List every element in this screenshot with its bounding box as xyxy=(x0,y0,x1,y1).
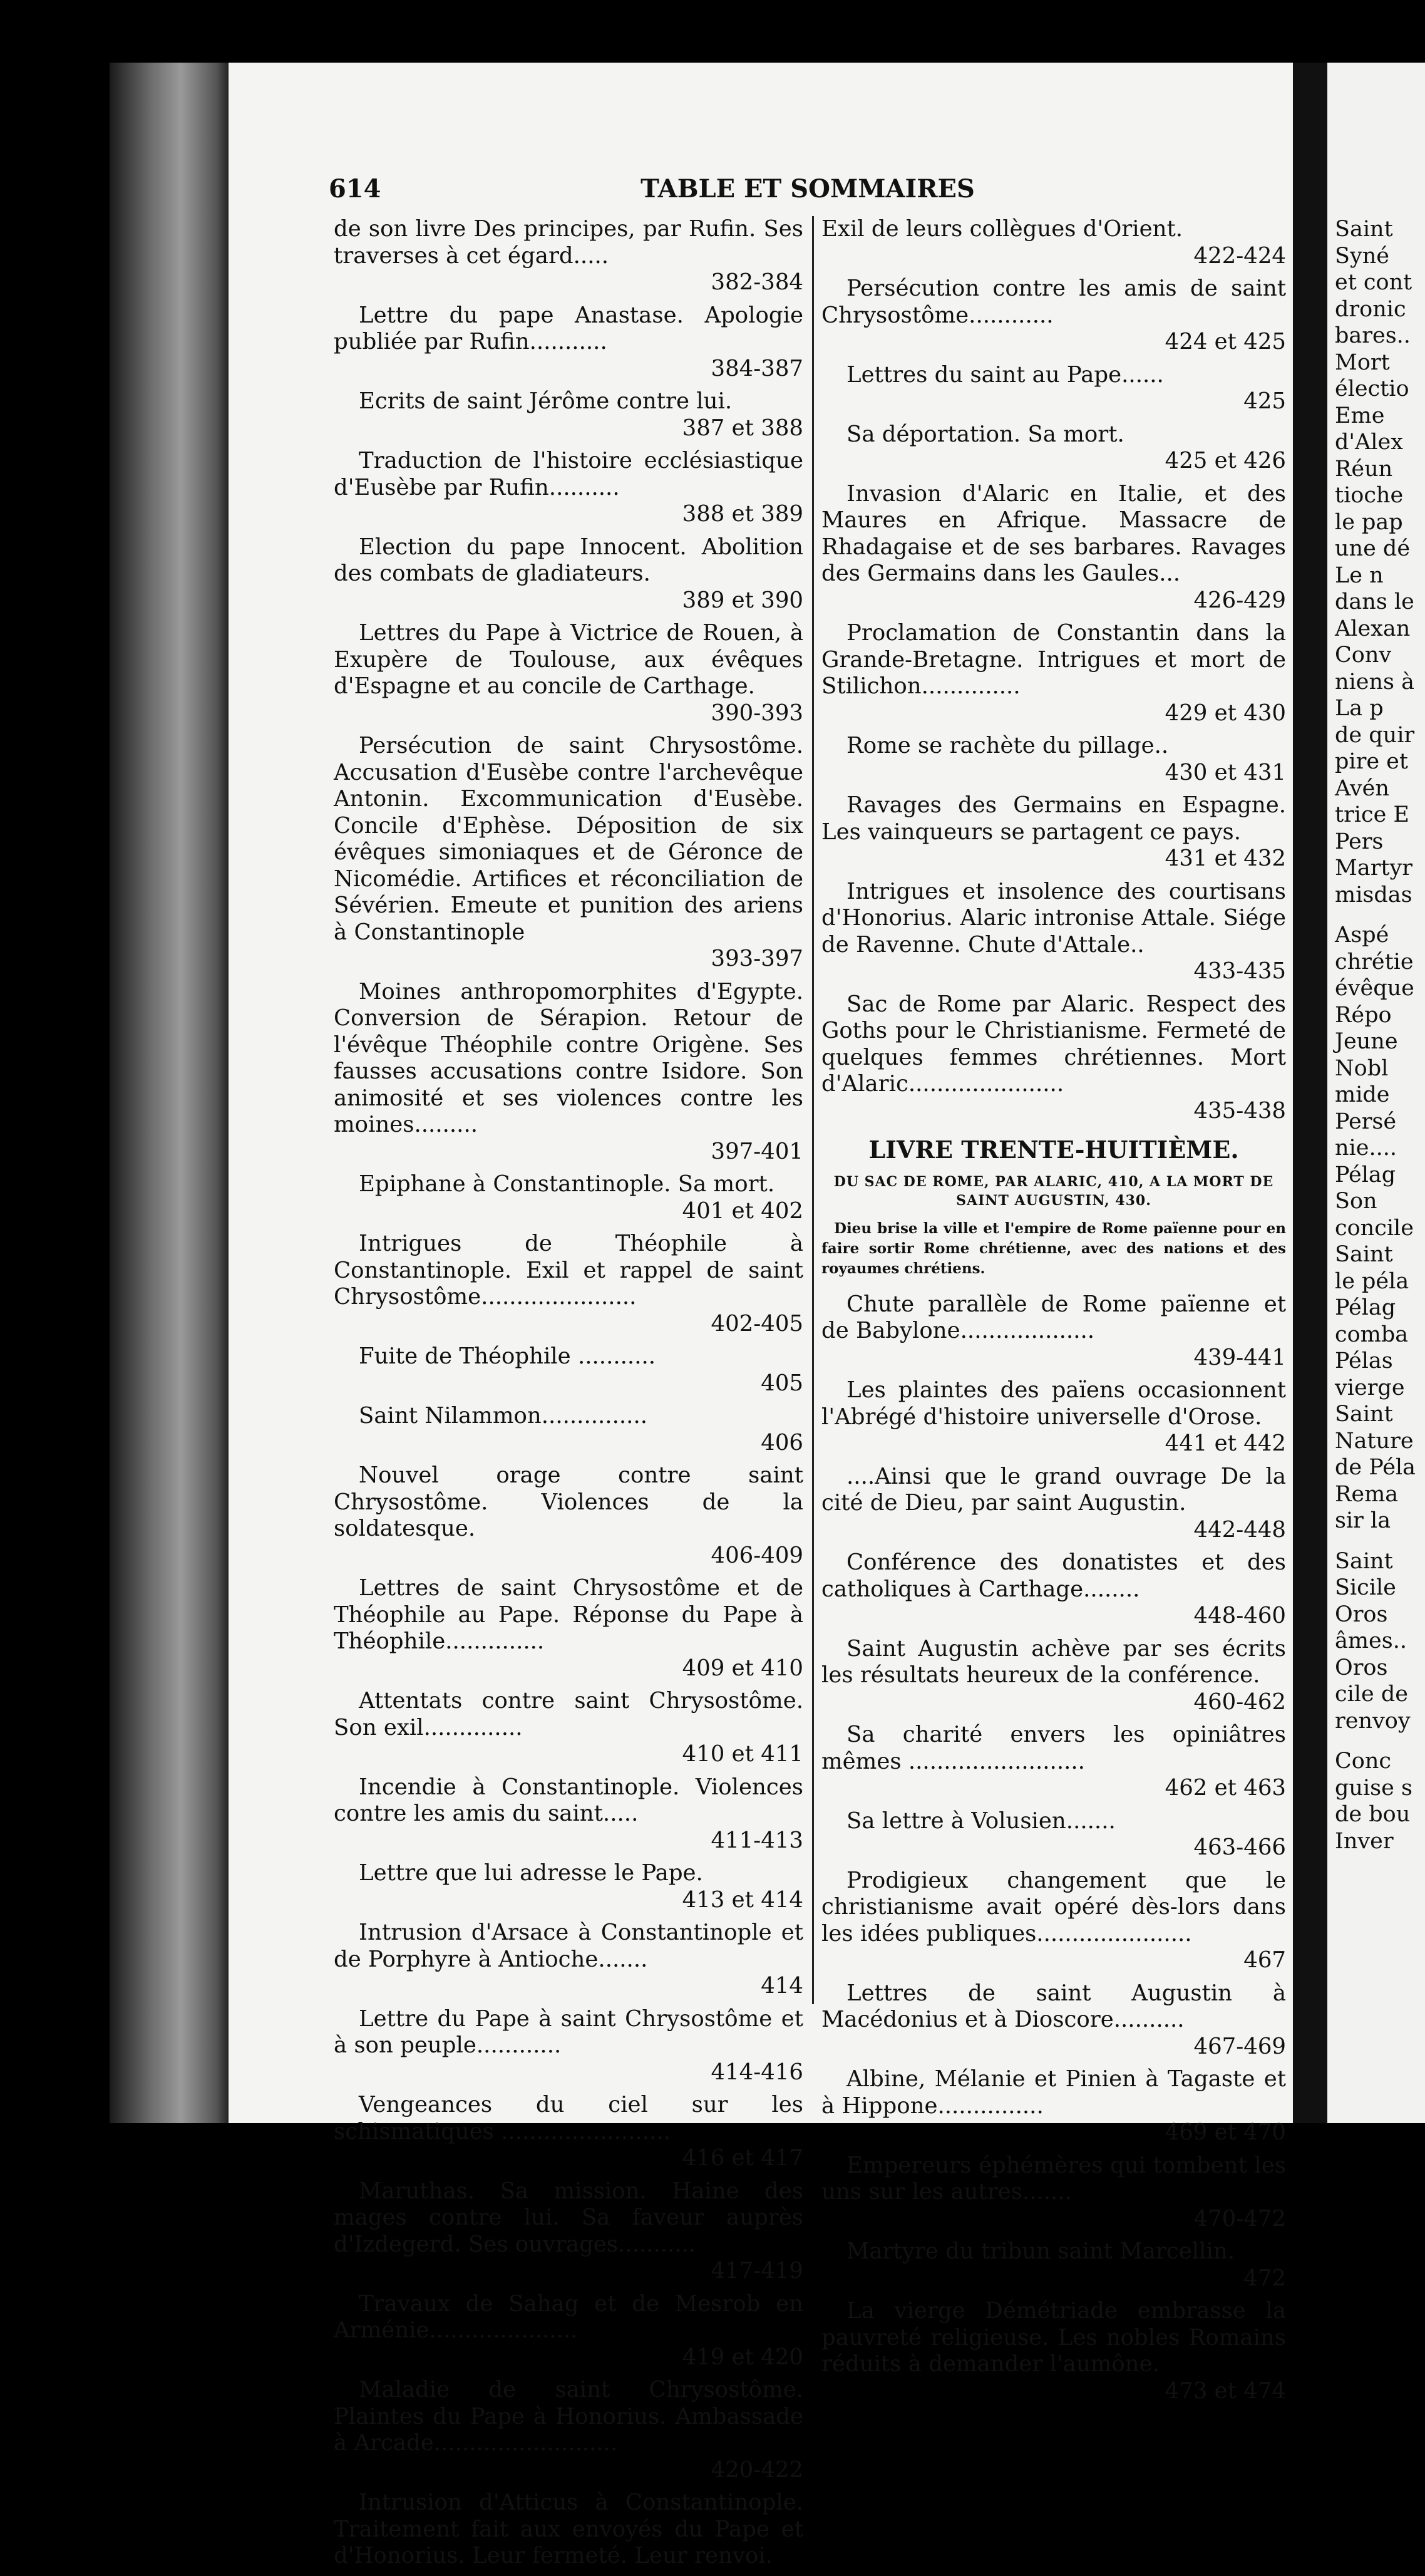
next-page-fragment xyxy=(1335,1734,1416,1748)
toc-entry xyxy=(821,879,1286,985)
toc-entry xyxy=(334,1403,803,1456)
next-page-fragment: Réun xyxy=(1335,456,1393,482)
next-page-fragment: Rema xyxy=(1335,1481,1399,1507)
entry-text: Fuite de Théophile ........... xyxy=(359,1343,656,1369)
right-column-entries xyxy=(821,216,1286,1124)
entry-pages: 406 xyxy=(761,1429,803,1456)
entry-pages: 473 et 474 xyxy=(1165,2377,1286,2404)
next-page-fragment xyxy=(1335,908,1416,922)
next-page-fragment: Pélag xyxy=(1335,1295,1396,1320)
toc-entry xyxy=(334,303,803,383)
entry-pages: 417-419 xyxy=(711,2258,803,2284)
page-title: TABLE ET SOMMAIRES xyxy=(640,174,975,204)
entry-pages: 463-466 xyxy=(1193,1834,1286,1860)
entry-text: Sa charité envers les opiniâtres mêmes ......................... xyxy=(821,1722,1286,1774)
book-spine xyxy=(110,63,229,2123)
entry-text: Sa déportation. Sa mort. xyxy=(846,421,1124,447)
entry-text: Maruthas. Sa mission. Haine des mages contre lui. Sa faveur auprès d'Izdegerd. Ses ouvrages........... xyxy=(334,2178,803,2257)
entry-text: Prodigieux changement que le christianisme avait opéré dès-lors dans les idées publiques...................... xyxy=(821,1867,1286,1947)
entry-text: Rome se rachète du pillage.. xyxy=(846,733,1169,758)
next-page-fragment: le péla xyxy=(1335,1268,1409,1294)
entry-pages: 448-460 xyxy=(1193,1603,1286,1628)
toc-entry xyxy=(821,1377,1286,1457)
entry-pages: 426-429 xyxy=(1193,587,1286,613)
toc-entry xyxy=(821,733,1286,786)
entry-text: Epiphane à Constantinople. Sa mort. xyxy=(359,1171,775,1197)
entry-pages: 424 et 425 xyxy=(1165,329,1286,354)
next-page-fragment xyxy=(1335,1534,1416,1548)
toc-entry xyxy=(821,1980,1286,2061)
toc-entry xyxy=(821,991,1286,1125)
entry-text: Exil de leurs collègues d'Orient. xyxy=(821,216,1183,242)
next-page-fragment: Son xyxy=(1335,1189,1377,1214)
right-column xyxy=(821,216,1286,2411)
next-page-fragment: une dé xyxy=(1335,536,1411,561)
entry-pages: 467-469 xyxy=(1193,2033,1286,2059)
entry-pages: 460-462 xyxy=(1193,1689,1286,1715)
entry-pages: 405 xyxy=(761,1370,803,1396)
toc-entry xyxy=(334,1688,803,1768)
next-page-fragment: sir la xyxy=(1335,1508,1391,1533)
toc-entry xyxy=(334,1575,803,1682)
book-subtitle: DU SAC DE ROME, PAR ALARIC, 410, A LA MORT DE SAINT AUGUSTIN, 430. xyxy=(833,1173,1274,1209)
entry-text: Ravages des Germains en Espagne. Les vainqueurs se partagent ce pays. xyxy=(821,792,1286,845)
next-page-fragment: Inver xyxy=(1335,1828,1394,1854)
entry-text: Lettre que lui adresse le Pape. xyxy=(359,1860,703,1886)
entry-text: Lettres du Pape à Victrice de Rouen, à Exupère de Toulouse, aux évêques d'Espagne et au concile de Carthage. xyxy=(334,620,803,699)
entry-text: Persécution contre les amis de saint Chrysostôme............ xyxy=(821,276,1286,328)
entry-text: Ecrits de saint Jérôme contre lui. xyxy=(359,388,733,414)
next-page-fragment: Mort xyxy=(1335,349,1390,375)
next-page-fragment: Alexan xyxy=(1335,616,1411,641)
entry-text: Traduction de l'histoire ecclésiastique d'Eusèbe par Rufin.......... xyxy=(334,448,803,500)
next-page-fragment: d'Alex xyxy=(1335,430,1403,455)
entry-pages: 429 et 430 xyxy=(1165,700,1286,726)
entry-pages: 431 et 432 xyxy=(1165,846,1286,871)
entry-text: Intrigues de Théophile à Constantinople. Exil et rappel de saint Chrysostôme...................... xyxy=(334,1231,803,1310)
entry-pages: 419 et 420 xyxy=(682,2344,803,2370)
next-page-fragment: âmes.. xyxy=(1335,1628,1407,1653)
toc-entry xyxy=(821,2298,1286,2404)
entry-text: Chute parallèle de Rome païenne et de Babylone................... xyxy=(821,1291,1286,1343)
entry-pages: 390-393 xyxy=(711,700,803,726)
entry-pages: 472 xyxy=(1243,2265,1286,2291)
entry-text: Lettre du pape Anastase. Apologie publiée par Rufin........... xyxy=(334,302,803,354)
toc-entry xyxy=(334,979,803,1166)
entry-text: Vengeances du ciel sur les schismatiques ........................ xyxy=(334,2092,803,2144)
column-rule xyxy=(812,216,814,2004)
entry-text: Moines anthropomorphites d'Egypte. Conversion de Sérapion. Retour de l'évêque Théophile contre Origène. Ses fausses accusations contre Isidore. Son animosité et ses violences contre les moines......... xyxy=(334,978,803,1137)
entry-pages: 425 xyxy=(1243,388,1286,414)
next-page-fragment: mide xyxy=(1335,1082,1390,1107)
toc-entry xyxy=(821,1464,1286,1544)
toc-entry xyxy=(334,2006,803,2086)
entry-text: Martyre du tribun saint Marcellin. xyxy=(846,2238,1235,2264)
toc-entry xyxy=(821,1808,1286,1861)
next-page-fragment: Oros xyxy=(1335,1601,1388,1627)
next-page-fragment: renvoy xyxy=(1335,1708,1411,1734)
next-page-fragment: guise s xyxy=(1335,1775,1412,1801)
entry-text: Les plaintes des païens occasionnent l'Abrégé d'histoire universelle d'Orose. xyxy=(821,1377,1286,1430)
toc-entry xyxy=(821,1549,1286,1630)
next-page-fragment: Pélag xyxy=(1335,1162,1396,1187)
entry-pages: 389 et 390 xyxy=(682,587,803,613)
entry-text: La vierge Démétriade embrasse la pauvreté religieuse. Les nobles Romains réduits à demander l'aumône. xyxy=(821,2298,1286,2377)
book-heading: LIVRE TRENTE-HUITIÈME. xyxy=(868,1135,1239,1164)
next-page-fragment: cile de xyxy=(1335,1682,1408,1707)
entry-pages: 425 et 426 xyxy=(1165,448,1286,473)
right-column-entries-after xyxy=(821,1291,1286,2405)
entry-text: Lettre du Pape à saint Chrysostôme et à son peuple............ xyxy=(334,2005,803,2058)
toc-entry xyxy=(334,216,803,296)
entry-pages: 435-438 xyxy=(1193,1097,1286,1124)
toc-entry xyxy=(334,534,803,614)
toc-entry xyxy=(334,388,803,442)
entry-text: Lettres de saint Augustin à Macédonius et à Dioscore.......... xyxy=(821,1980,1286,2032)
entry-text: Intrigues et insolence des courtisans d'Honorius. Alaric intronise Attale. Siége de Ravenne. Chute d'Attale.. xyxy=(821,878,1286,958)
next-page-fragment: électio xyxy=(1335,376,1409,401)
entry-pages: 402-405 xyxy=(711,1310,803,1337)
next-page-fragments xyxy=(1327,216,1416,1854)
entry-text: de son livre Des principes, par Rufin. Ses traverses à cet égard..... xyxy=(334,216,803,269)
toc-entry xyxy=(821,481,1286,614)
entry-text: Persécution de saint Chrysostôme. Accusation d'Eusèbe contre l'archevêque Antonin. Excommunication d'Eusèbe. Concile d'Ephèse. Déposition de six évêques simoniaques et de Géronce de Nicomédie. Artifices et réconciliation de Sévérien. Emeute et punition des ariens à Constantinople xyxy=(334,733,803,945)
toc-entry xyxy=(334,1774,803,1854)
next-page-fragment: misdas xyxy=(1335,882,1412,908)
next-page-fragment: de quir xyxy=(1335,722,1415,748)
entry-text: Empereurs éphémères qui tombent les uns sur les autres....... xyxy=(821,2152,1286,2205)
entry-text: Election du pape Innocent. Abolition des combats de gladiateurs. xyxy=(334,534,803,586)
entry-pages: 469 et 470 xyxy=(1165,2119,1286,2145)
toc-entry xyxy=(821,2066,1286,2146)
next-page-fragment: bares.. xyxy=(1335,323,1411,348)
next-page-fragment: Répo xyxy=(1335,1002,1392,1028)
next-page-fragment: et cont xyxy=(1335,270,1412,295)
toc-entry xyxy=(334,2178,803,2285)
toc-entry xyxy=(334,1343,803,1397)
toc-entry xyxy=(334,1171,803,1224)
entry-pages: 393-397 xyxy=(711,946,803,971)
toc-entry xyxy=(334,2377,803,2483)
entry-pages: 422-424 xyxy=(1193,242,1286,269)
next-page-fragment: Pélas xyxy=(1335,1348,1393,1373)
entry-text: Travaux de Sahag et de Mesrob en Arménie..................... xyxy=(334,2290,803,2343)
entry-text: Lettres du saint au Pape...... xyxy=(846,361,1164,388)
toc-entry xyxy=(334,2291,803,2371)
next-page-fragment: dans le xyxy=(1335,589,1414,614)
next-page-fragment: chrétie xyxy=(1335,949,1414,975)
next-page-fragment: Conc xyxy=(1335,1749,1391,1774)
next-page-fragment: évêque xyxy=(1335,976,1414,1001)
toc-entry xyxy=(334,733,803,973)
entry-pages: 439-441 xyxy=(1193,1344,1286,1370)
next-page-fragment: de bou xyxy=(1335,1802,1411,1827)
next-page-fragment: Jeune xyxy=(1335,1029,1398,1054)
entry-text: Intrusion d'Atticus à Constantinople. Traitement fait aux envoyés du Pape et d'Honorius. Leur fermeté. Leur renvoi. xyxy=(334,2490,803,2568)
entry-text: Sac de Rome par Alaric. Respect des Goths pour le Christianisme. Fermeté de quelques femmes chrétiennes. Mort d'Alaric...................... xyxy=(821,991,1286,1097)
next-page-fragment: Nobl xyxy=(1335,1055,1389,1081)
toc-entry xyxy=(334,620,803,727)
next-page-fragment: le pap xyxy=(1335,509,1403,535)
next-page-fragment: Saint xyxy=(1335,217,1393,242)
entry-pages: 388 et 389 xyxy=(682,501,803,527)
page-gutter xyxy=(1293,63,1327,2123)
toc-entry xyxy=(334,448,803,528)
toc-entry xyxy=(821,2238,1286,2292)
toc-entry xyxy=(334,2490,803,2570)
toc-entry xyxy=(334,1860,803,1913)
next-page-fragment: Conv xyxy=(1335,643,1392,668)
entry-pages: 462 et 463 xyxy=(1165,1775,1286,1801)
entry-text: Incendie à Constantinople. Violences contre les amis du saint..... xyxy=(334,1774,803,1826)
toc-entry xyxy=(821,792,1286,872)
entry-pages: 414-416 xyxy=(711,2059,803,2085)
entry-pages: 430 et 431 xyxy=(1165,759,1286,785)
toc-entry xyxy=(821,1722,1286,1802)
next-page-fragment: Saint xyxy=(1335,1548,1393,1574)
entry-pages: 397-401 xyxy=(711,1138,803,1164)
toc-entry xyxy=(821,1291,1286,1372)
left-column xyxy=(334,216,803,2576)
entry-text: Attentats contre saint Chrysostôme. Son exil.............. xyxy=(334,1688,803,1741)
toc-entry xyxy=(821,276,1286,356)
next-page-fragment: niens à xyxy=(1335,669,1414,695)
entry-pages: 442-448 xyxy=(1193,1516,1286,1543)
book-summary: Dieu brise la ville et l'empire de Rome païenne pour en faire sortir Rome chrétienne, avec des nations et des royaumes chrétiens. xyxy=(821,1219,1286,1277)
toc-entry xyxy=(334,1462,803,1569)
toc-entry xyxy=(821,620,1286,727)
entry-pages: 382-384 xyxy=(711,269,803,295)
entry-pages: 410 et 411 xyxy=(682,1741,803,1767)
entry-pages: 413 et 414 xyxy=(682,1886,803,1913)
next-page-fragment: pire et xyxy=(1335,749,1408,774)
entry-text: ....Ainsi que le grand ouvrage De la cité de Dieu, par saint Augustin. xyxy=(821,1463,1286,1516)
toc-entry xyxy=(334,1920,803,2000)
entry-text: Sa lettre à Volusien....... xyxy=(846,1808,1116,1834)
entry-text: Intrusion d'Arsace à Constantinople et de Porphyre à Antioche....... xyxy=(334,1920,803,1972)
next-page-fragment: tioche xyxy=(1335,483,1404,508)
next-page-fragment: Saint xyxy=(1335,1402,1393,1427)
entry-text: Conférence des donatistes et des catholiques à Carthage........ xyxy=(821,1549,1286,1602)
next-page-fragment: Syné xyxy=(1335,243,1390,269)
toc-entry xyxy=(821,216,1286,269)
next-page-fragment: La p xyxy=(1335,696,1384,721)
entry-text: Invasion d'Alaric en Italie, et des Maures en Afrique. Massacre de Rhadagaise et de ses barbares. Ravages des Germains dans les Gaules... xyxy=(821,480,1286,586)
entry-pages: 401 et 402 xyxy=(682,1197,803,1224)
entry-text: Saint Augustin achève par ses écrits les résultats heureux de la conférence. xyxy=(821,1635,1286,1688)
entry-pages: 416 et 417 xyxy=(682,2145,803,2171)
entry-text: Nouvel orage contre saint Chrysostôme. Violences de la soldatesque. xyxy=(334,1462,803,1541)
next-page-fragment: Pers xyxy=(1335,829,1384,854)
next-page-fragment: nie.... xyxy=(1335,1135,1397,1161)
next-page-fragment: Aspé xyxy=(1335,923,1389,948)
entry-pages: 411-413 xyxy=(711,1827,803,1853)
entry-pages: 420-422 xyxy=(711,2456,803,2483)
next-page-fragment: de Péla xyxy=(1335,1455,1416,1480)
entry-pages: 433-435 xyxy=(1193,958,1286,984)
entry-text: Saint Nilammon............... xyxy=(359,1403,648,1429)
entry-text: Lettres de saint Chrysostôme et de Théophile au Pape. Réponse du Pape à Théophile.............. xyxy=(334,1575,803,1654)
toc-entry xyxy=(334,1231,803,1337)
toc-entry xyxy=(334,2092,803,2172)
next-page-fragment: vierge xyxy=(1335,1375,1405,1400)
toc-entry xyxy=(821,1636,1286,1716)
toc-entry xyxy=(821,362,1286,415)
next-page-fragment: Sicile xyxy=(1335,1575,1396,1600)
entry-pages: 467 xyxy=(1243,1947,1286,1973)
next-page-fragment: Eme xyxy=(1335,403,1385,428)
next-page-fragment: Avén xyxy=(1335,775,1389,801)
next-page-fragment: dronic xyxy=(1335,296,1406,322)
entry-pages: 409 et 410 xyxy=(682,1655,803,1681)
next-page-fragment: trice E xyxy=(1335,802,1409,827)
next-page-fragment: Martyr xyxy=(1335,856,1413,881)
entry-pages: 441 et 442 xyxy=(1165,1430,1286,1456)
toc-entry xyxy=(821,422,1286,475)
next-page-fragment: comba xyxy=(1335,1322,1409,1347)
entry-pages: 384-387 xyxy=(711,355,803,381)
entry-text: Proclamation de Constantin dans la Grande-Bretagne. Intrigues et mort de Stilichon.............. xyxy=(821,620,1286,699)
next-page-fragment: Oros xyxy=(1335,1655,1388,1680)
entry-text: Albine, Mélanie et Pinien à Tagaste et à Hippone............... xyxy=(821,2066,1286,2119)
entry-text: Maladie de saint Chrysostôme. Plaintes du Pape à Honorius. Ambassade à Arcade.......................... xyxy=(334,2377,803,2456)
page-number: 614 xyxy=(329,174,381,204)
next-page-fragment: Persé xyxy=(1335,1109,1397,1134)
next-page-fragment: Nature xyxy=(1335,1428,1414,1454)
next-page-fragment: concile xyxy=(1335,1215,1414,1241)
entry-pages: 470-472 xyxy=(1193,2205,1286,2232)
next-page-fragment: Le n xyxy=(1335,562,1384,588)
entry-pages: 387 et 388 xyxy=(682,415,803,441)
entry-pages: 414 xyxy=(761,1973,803,1999)
next-page-edge xyxy=(1327,63,1425,2123)
toc-entry xyxy=(821,1868,1286,1974)
entry-pages: 406-409 xyxy=(711,1542,803,1568)
next-page-fragment: Saint xyxy=(1335,1242,1393,1267)
